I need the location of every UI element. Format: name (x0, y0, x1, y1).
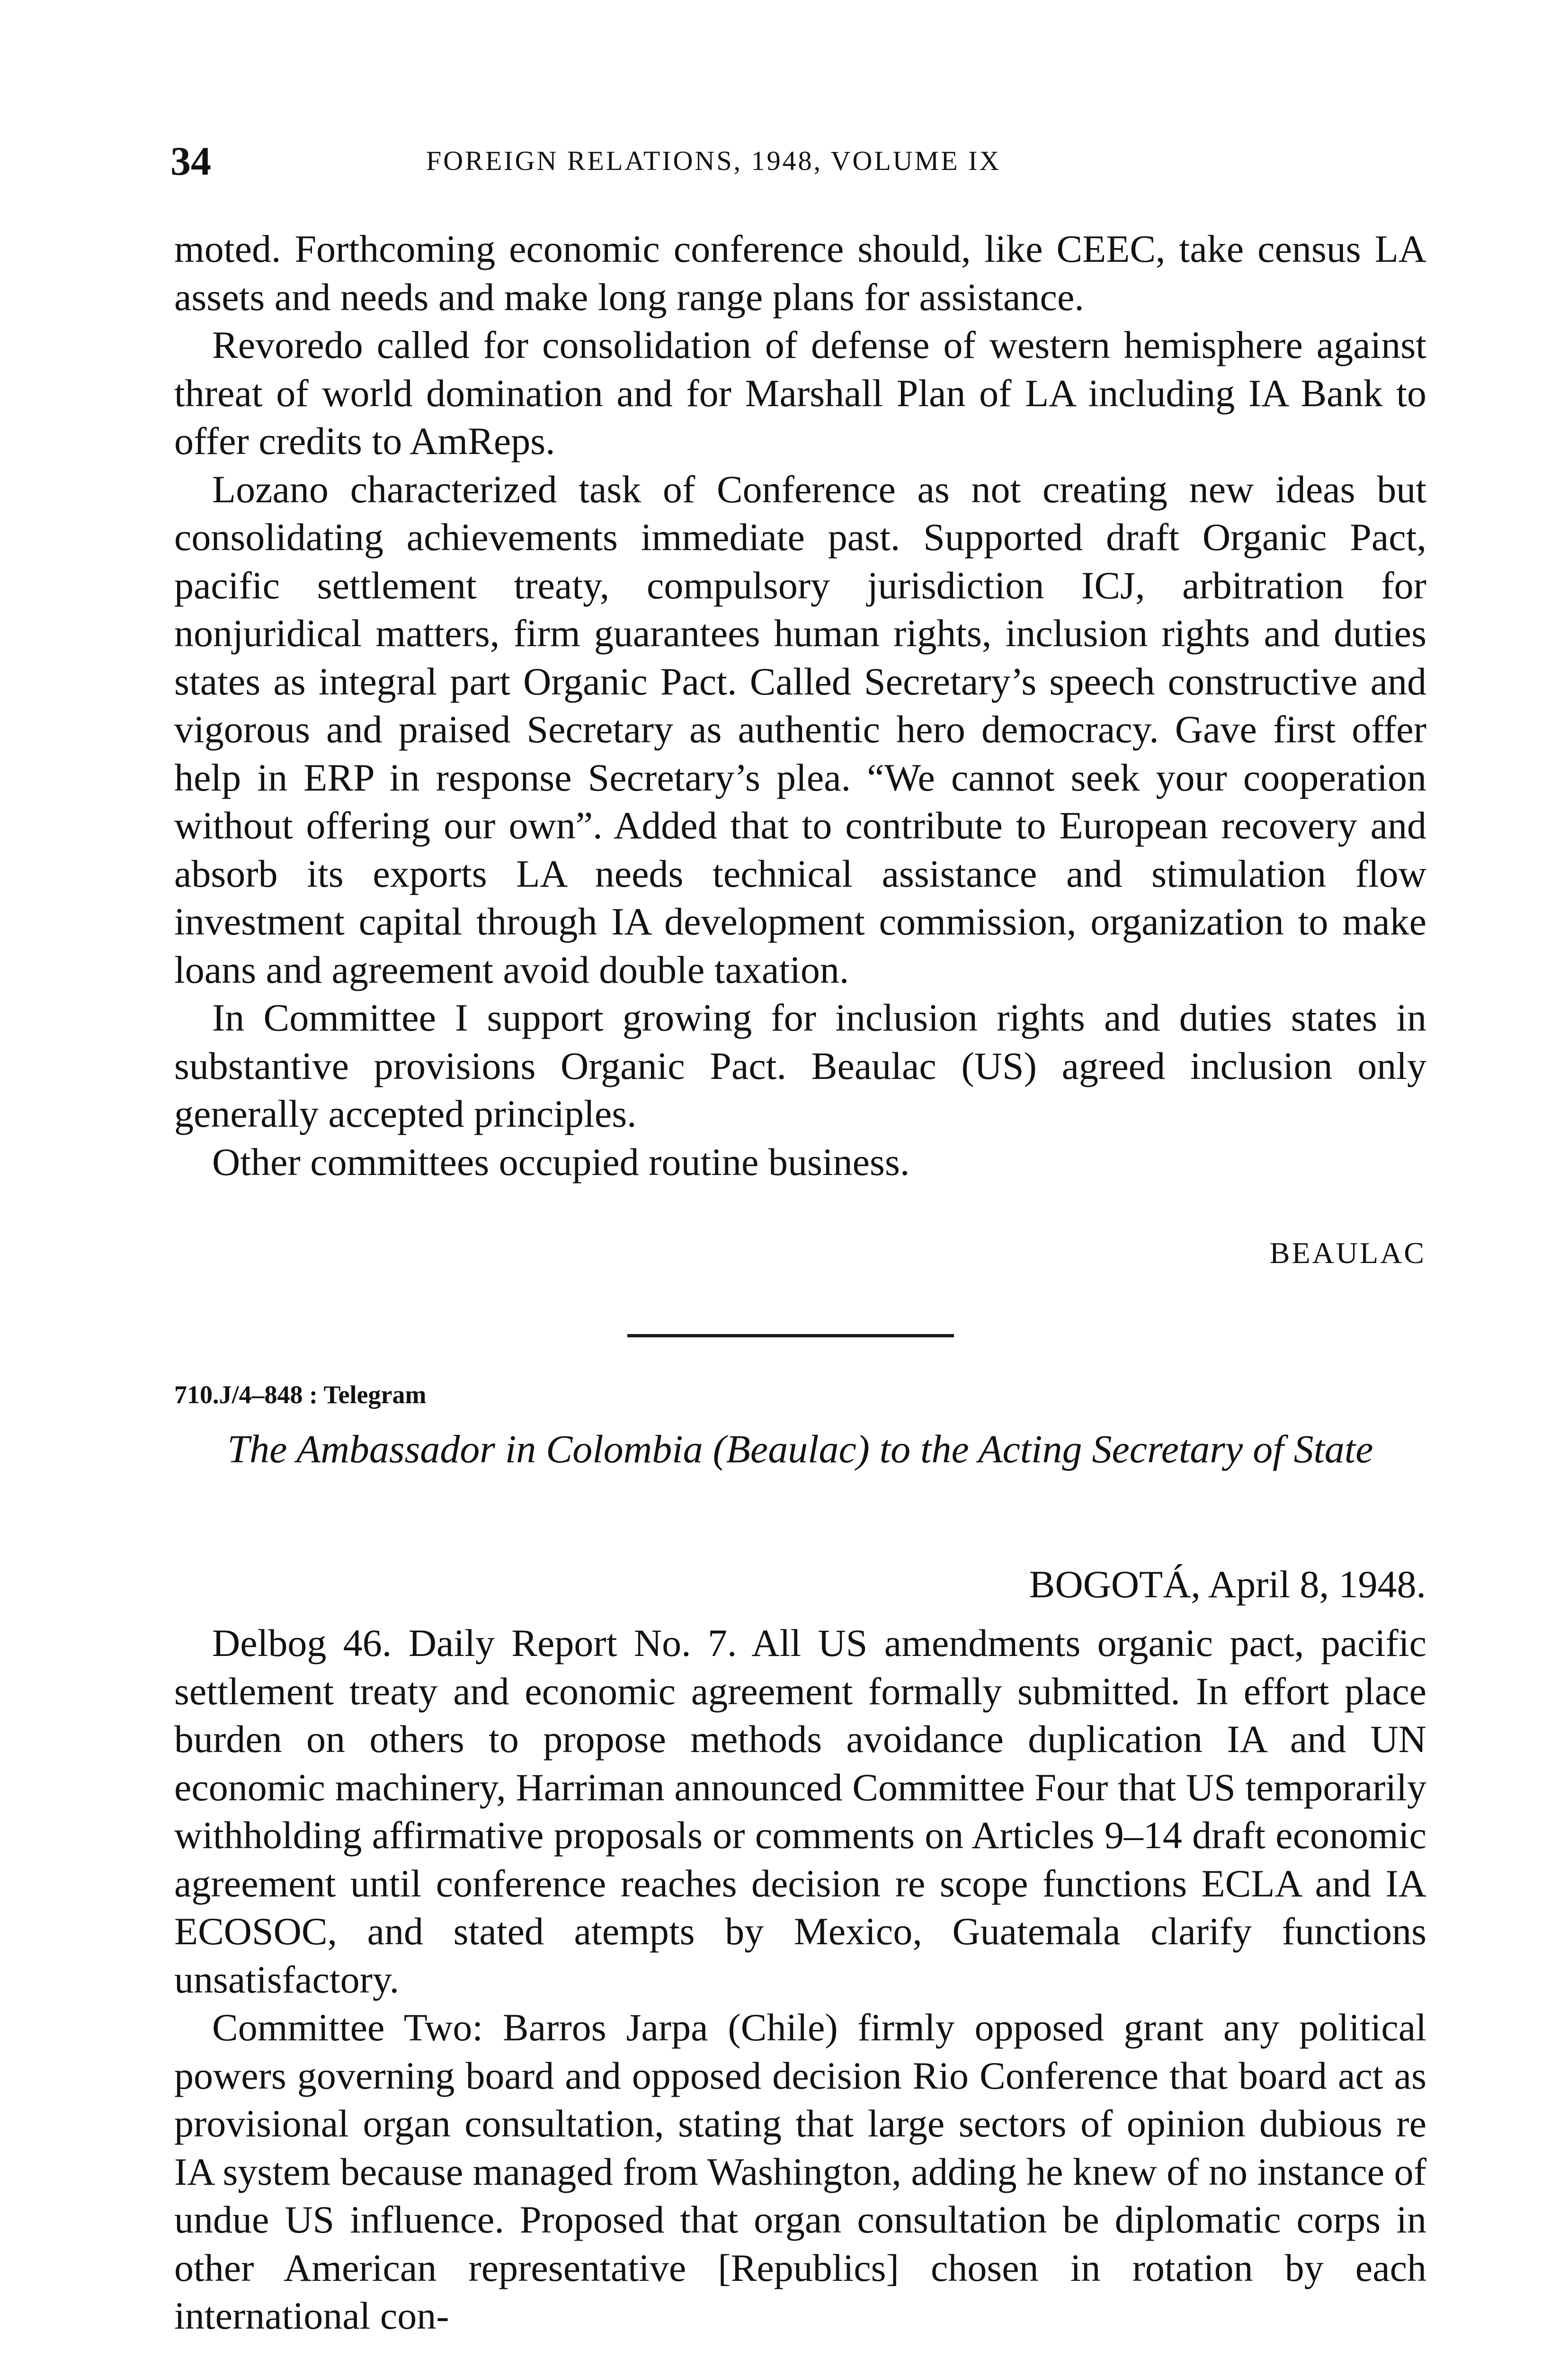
section-divider (627, 1334, 954, 1337)
document-2-body (174, 1619, 1426, 2340)
paragraph: Lozano characterized task of Conference as not creating new ideas but consolidating achievements immediate past. Supported draft Organic Pact, pacific settlement treaty, compulsory jurisdiction ICJ, arbitration for nonjuridical matters, firm guarantees human rights, inclusion rights and duties states as integral part Organic Pact. Called Secretary’s speech constructive and vigorous and praised Secretary as authentic hero democracy. Gave first offer help in ERP in response Secretary’s plea. “We cannot seek your cooperation without offering our own”. Added that to contribute to European recovery and absorb its exports LA needs technical assistance and stimulation flow investment capital through IA development commission, organization to make loans and agreement avoid double taxation. (174, 467, 1426, 991)
section-1-body (174, 225, 1426, 1186)
page-header (170, 137, 1449, 189)
paragraph: Delbog 46. Daily Report No. 7. All US amendments organic pact, pacific settlement treaty and economic agreement formally submitted. In effort place burden on others to propose methods avoidance duplication IA and UN economic machinery, Harriman announced Committee Four that US temporarily withholding affirmative proposals or comments on Articles 9–14 draft economic agreement until conference reaches decision re scope functions ECLA and IA ECOSOC, and stated atempts by Mexico, Guatemala clarify functions unsatisfactory. (174, 1621, 1426, 2001)
paragraph: moted. Forthcoming economic conference should, like CEEC, take census LA assets and needs and make long range plans for assistance. (174, 227, 1426, 319)
paragraph: Revoredo called for consolidation of defense of western hemisphere against threat of world domination and for Marshall Plan of LA including IA Bank to offer credits to AmReps. (174, 323, 1426, 463)
paragraph: In Committee I support growing for inclusion rights and duties states in substantive provisions Organic Pact. Beaulac (US) agreed inclusion only generally accepted principles. (174, 996, 1426, 1135)
dateline: BOGOTÁ, April 8, 1948. (1029, 1563, 1426, 1606)
running-head: FOREIGN RELATIONS, 1948, VOLUME IX (426, 145, 1001, 176)
signature: BEAULAC (1269, 1236, 1426, 1270)
file-reference: 710.J/4–848 : Telegram (174, 1380, 427, 1409)
page-number: 34 (170, 138, 211, 184)
paragraph: Committee Two: Barros Jarpa (Chile) firmly opposed grant any political powers governing board and opposed decision Rio Conference that board act as provisional organ consultation, stating that large sectors of opinion dubious re IA system because managed from Washington, adding he knew of no instance of undue US influence. Proposed that organ consultation be diplomatic corps in other American representative [Republics] chosen in rotation by each international con- (174, 2006, 1426, 2337)
document-title: The Ambassador in Colombia (Beaulac) to the Acting Secretary of State (227, 1427, 1373, 1471)
paragraph: Other committees occupied routine business. (212, 1140, 910, 1184)
